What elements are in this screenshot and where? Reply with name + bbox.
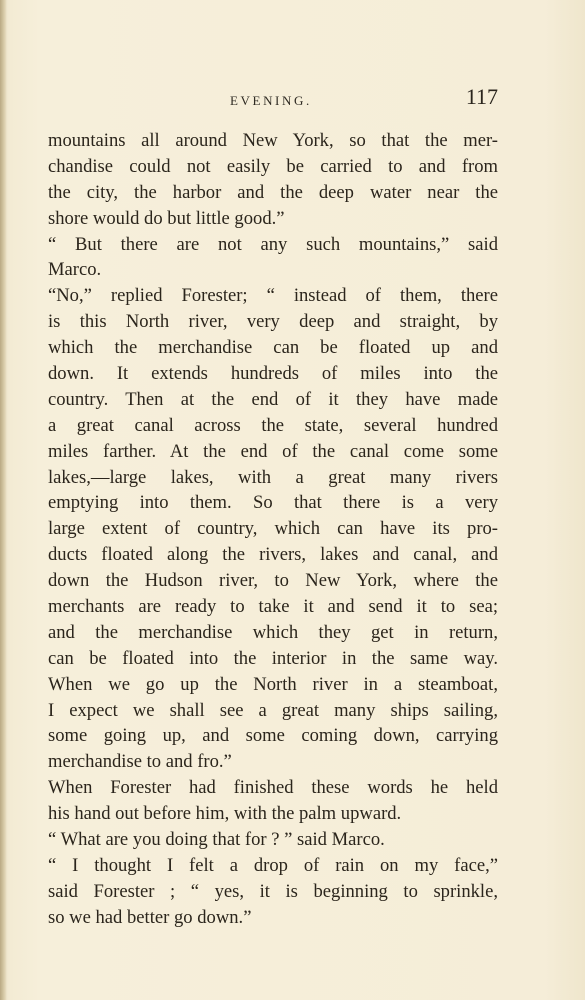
- page-number: 117: [465, 84, 498, 109]
- text-line: emptying into them. So that there is a very: [48, 492, 498, 514]
- text-line: his hand out before him, with the palm upward.: [48, 803, 402, 825]
- text-line: ducts floated along the rivers, lakes and canal, and: [48, 544, 498, 566]
- text-line: and the merchandise which they get in return,: [48, 621, 498, 643]
- text-line: I expect we shall see a great many ships sailing,: [48, 699, 498, 721]
- text-line: said Forester ; “ yes, it is beginning to sprinkle,: [48, 880, 498, 902]
- body-text: [48, 128, 498, 931]
- text-line: country. Then at the end of it they have made: [48, 388, 498, 410]
- text-line: down the Hudson river, to New York, where the: [48, 570, 498, 592]
- page-binding-edge: [0, 0, 7, 1000]
- text-line: “No,” replied Forester; “ instead of them, there: [48, 285, 498, 307]
- text-line: down. It extends hundreds of miles into the: [48, 363, 498, 385]
- text-line: “ I thought I felt a drop of rain on my face,”: [48, 854, 498, 876]
- text-line: merchandise to and fro.”: [48, 751, 232, 773]
- text-line: shore would do but little good.”: [48, 207, 285, 229]
- text-line: When we go up the North river in a steamboat,: [48, 673, 498, 695]
- text-line: chandise could not easily be carried to and from: [48, 155, 498, 177]
- text-line: Marco.: [48, 259, 102, 281]
- text-line: When Forester had finished these words he held: [48, 777, 498, 799]
- text-line: some going up, and some coming down, carrying: [48, 725, 498, 747]
- text-line: mountains all around New York, so that the mer-: [48, 130, 498, 151]
- page-header: [48, 84, 498, 118]
- text-line: is this North river, very deep and straight, by: [48, 311, 498, 333]
- text-line: lakes,—large lakes, with a great many rivers: [48, 466, 498, 488]
- text-line: large extent of country, which can have its pro-: [48, 518, 498, 540]
- text-line: can be floated into the interior in the same way.: [48, 647, 498, 669]
- text-line: the city, the harbor and the deep water near the: [48, 181, 498, 203]
- text-line: miles farther. At the end of the canal come some: [48, 440, 498, 462]
- text-line: a great canal across the state, several hundred: [48, 414, 498, 436]
- text-line: merchants are ready to take it and send it to sea;: [48, 596, 498, 618]
- text-line: which the merchandise can be floated up and: [48, 337, 498, 359]
- text-line: “ But there are not any such mountains,” said: [48, 233, 498, 255]
- text-line: so we had better go down.”: [48, 906, 252, 928]
- text-line: “ What are you doing that for ? ” said Marco.: [48, 829, 385, 851]
- running-head: EVENING.: [230, 93, 312, 108]
